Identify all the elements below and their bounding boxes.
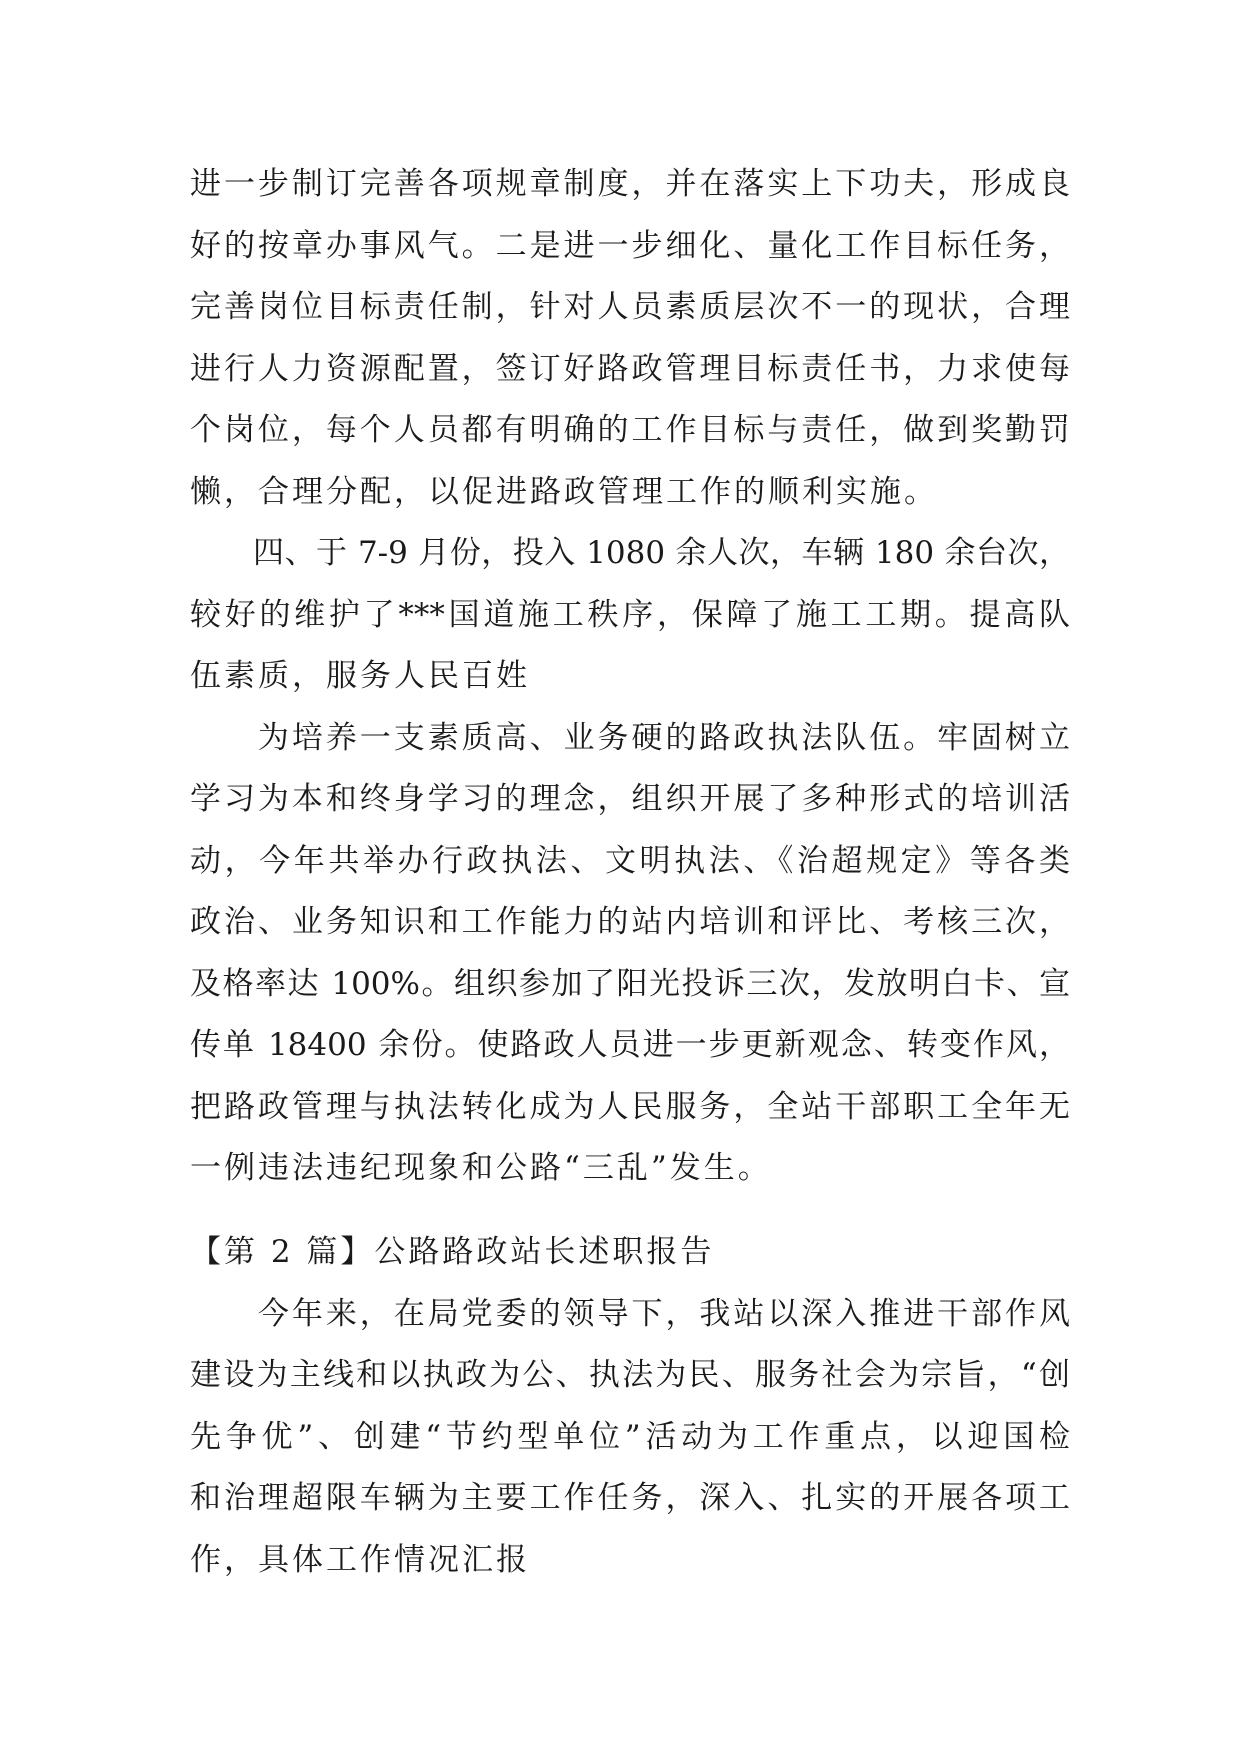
paragraph-line: 作，具体工作情况汇报: [190, 1541, 530, 1578]
paragraph-line: 建设为主线和以执政为公、执法为民、服务社会为宗旨，“创: [190, 1357, 1070, 1393]
section-1-body: [190, 154, 1070, 1200]
section-heading: 【第 2 篇】公路路政站长述职报告: [190, 1234, 715, 1270]
paragraph-line: 今年来，在局党委的领导下，我站以深入推进干部作风: [190, 1295, 1070, 1332]
paragraph-line: 传单 18400 余份。使路政人员进一步更新观念、转变作风，: [190, 1027, 1070, 1063]
paragraph-line: 一例违法违纪现象和公路“三乱”发生。: [190, 1150, 772, 1186]
paragraph-line: 懒，合理分配，以促进路政管理工作的顺利实施。: [190, 473, 938, 510]
paragraph-line: 较好的维护了***国道施工秩序，保障了施工工期。提高队: [190, 596, 1070, 633]
paragraph-line: 四、于 7-9 月份，投入 1080 余人次，车辆 180 余台次，: [190, 535, 1070, 571]
paragraph-line: 完善岗位目标责任制，针对人员素质层次不一的现状，合理: [190, 289, 1070, 325]
section-2: [190, 1222, 1070, 1591]
paragraph-line: 进行人力资源配置，签订好路政管理目标责任书，力求使每: [190, 350, 1070, 387]
paragraph-line: 动，今年共举办行政执法、文明执法、《治超规定》等各类: [190, 842, 1070, 879]
paragraph-line: 伍素质，服务人民百姓: [190, 658, 530, 694]
paragraph-line: 好的按章办事风气。二是进一步细化、量化工作目标任务，: [190, 227, 1070, 264]
paragraph-line: 学习为本和终身学习的理念，组织开展了多种形式的培训活: [190, 781, 1070, 817]
paragraph-line: 个岗位，每个人员都有明确的工作目标与责任，做到奖勤罚: [190, 412, 1070, 448]
paragraph-line: 和治理超限车辆为主要工作任务，深入、扎实的开展各项工: [190, 1480, 1070, 1516]
paragraph-line: 先争优”、创建“节约型单位”活动为工作重点，以迎国检: [190, 1418, 1070, 1455]
paragraph-line: 政治、业务知识和工作能力的站内培训和评比、考核三次，: [190, 904, 1070, 940]
paragraph-line: 为培养一支素质高、业务硬的路政执法队伍。牢固树立: [190, 719, 1070, 756]
paragraph-line: 及格率达 100%。组织参加了阳光投诉三次，发放明白卡、宣: [190, 965, 1070, 1002]
paragraph-line: 把路政管理与执法转化成为人民服务，全站干部职工全年无: [190, 1088, 1070, 1125]
paragraph-line: 进一步制订完善各项规章制度，并在落实上下功夫，形成良: [190, 166, 1070, 202]
